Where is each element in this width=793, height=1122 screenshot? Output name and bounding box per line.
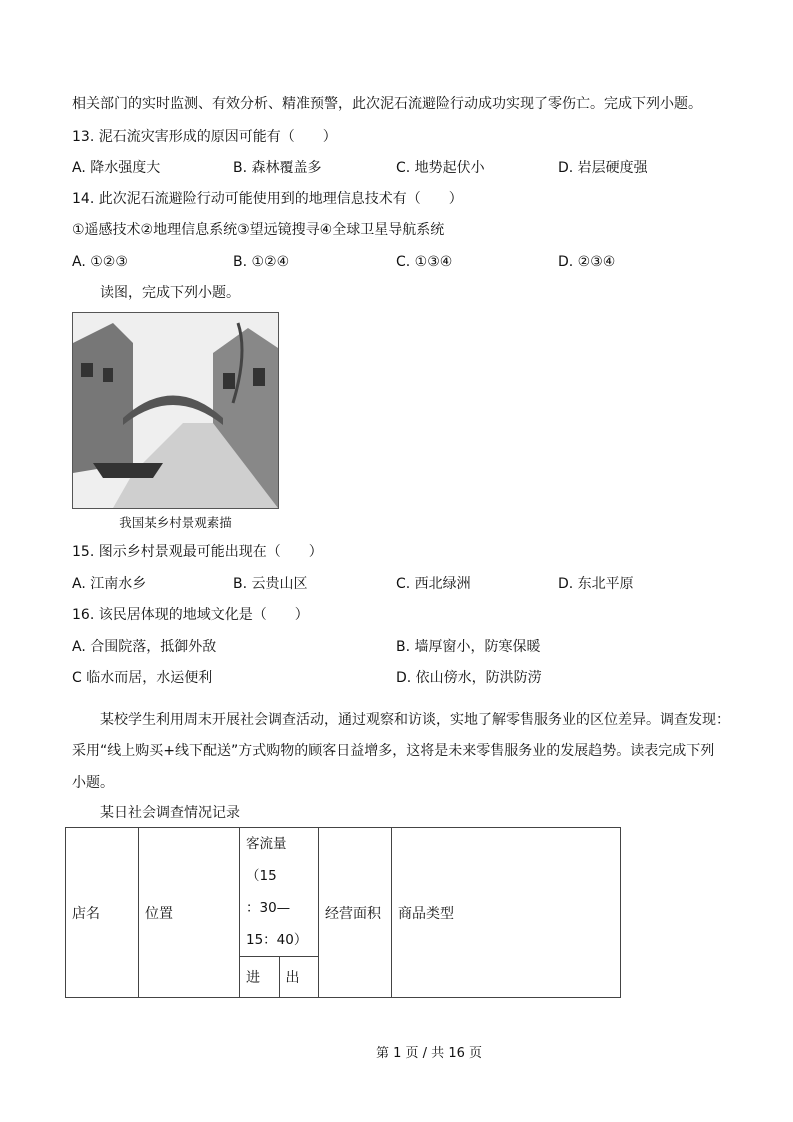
q13-option-c: C. 地势起伏小 <box>396 160 485 176</box>
q16-option-a: A. 合围院落，抵御外敌 <box>72 639 217 655</box>
q15-option-a: A. 江南水乡 <box>72 576 147 592</box>
header-out: 出 <box>279 957 319 998</box>
intro-text: 相关部门的实时监测、有效分析、精准预警，此次泥石流避险行动成功实现了零伤亡。完成下列小题。 <box>72 96 702 112</box>
q14-option-b: B. ①②④ <box>233 254 290 270</box>
q15-option-c: C. 西北绿洲 <box>396 576 471 592</box>
survey-table <box>65 827 621 998</box>
passage-line-3: 小题。 <box>72 775 114 791</box>
question-13: 13. 泥石流灾害形成的原因可能有（ ） <box>72 129 337 145</box>
q15-option-b: B. 云贵山区 <box>233 576 308 592</box>
q14-option-c: C. ①③④ <box>396 254 453 270</box>
q14-option-d: D. ②③④ <box>558 254 616 270</box>
header-shop-name: 店名 <box>66 828 139 998</box>
q13-option-d: D. 岩层硬度强 <box>558 160 648 176</box>
q15-option-d: D. 东北平原 <box>558 576 634 592</box>
question-14: 14. 此次泥石流避险行动可能使用到的地理信息技术有（ ） <box>72 191 463 207</box>
passage-line-2: 采用“线上购买+线下配送”方式购物的顾客日益增多，这将是未来零售服务业的发展趋势。读表完成下列 <box>72 743 715 759</box>
q14-note: ①遥感技术②地理信息系统③望远镜搜寻④全球卫星导航系统 <box>72 222 445 238</box>
question-16: 16. 该民居体现的地域文化是（ ） <box>72 607 309 623</box>
figure-caption: 我国某乡村景观素描 <box>119 515 232 530</box>
passage-line-1: 某校学生利用周末开展社会调查活动，通过观察和访谈，实地了解零售服务业的区位差异。调查发现： <box>100 712 730 728</box>
q16-option-c: C 临水而居，水运便利 <box>72 670 213 686</box>
header-area: 经营面积 <box>319 828 392 998</box>
flow-line-2: ：30— <box>246 900 291 916</box>
flow-line-1: 客流量（15 <box>246 836 287 884</box>
read-figure-instruction: 读图，完成下列小题。 <box>100 285 240 301</box>
q13-option-b: B. 森林覆盖多 <box>233 160 322 176</box>
header-in: 进 <box>240 957 280 998</box>
q13-option-a: A. 降水强度大 <box>72 160 161 176</box>
q16-option-b: B. 墙厚窗小，防寒保暖 <box>396 639 541 655</box>
village-sketch-image <box>72 312 279 509</box>
flow-line-3: 15：40） <box>246 932 308 948</box>
header-goods-type: 商品类型 <box>392 828 621 998</box>
question-15: 15. 图示乡村景观最可能出现在（ ） <box>72 544 323 560</box>
header-location: 位置 <box>139 828 240 998</box>
header-customer-flow <box>240 828 319 957</box>
q14-option-a: A. ①②③ <box>72 254 128 270</box>
page-footer: 第 1 页 / 共 16 页 <box>376 1046 482 1061</box>
table-title: 某日社会调查情况记录 <box>100 805 240 821</box>
q16-option-d: D. 依山傍水，防洪防涝 <box>396 670 542 686</box>
